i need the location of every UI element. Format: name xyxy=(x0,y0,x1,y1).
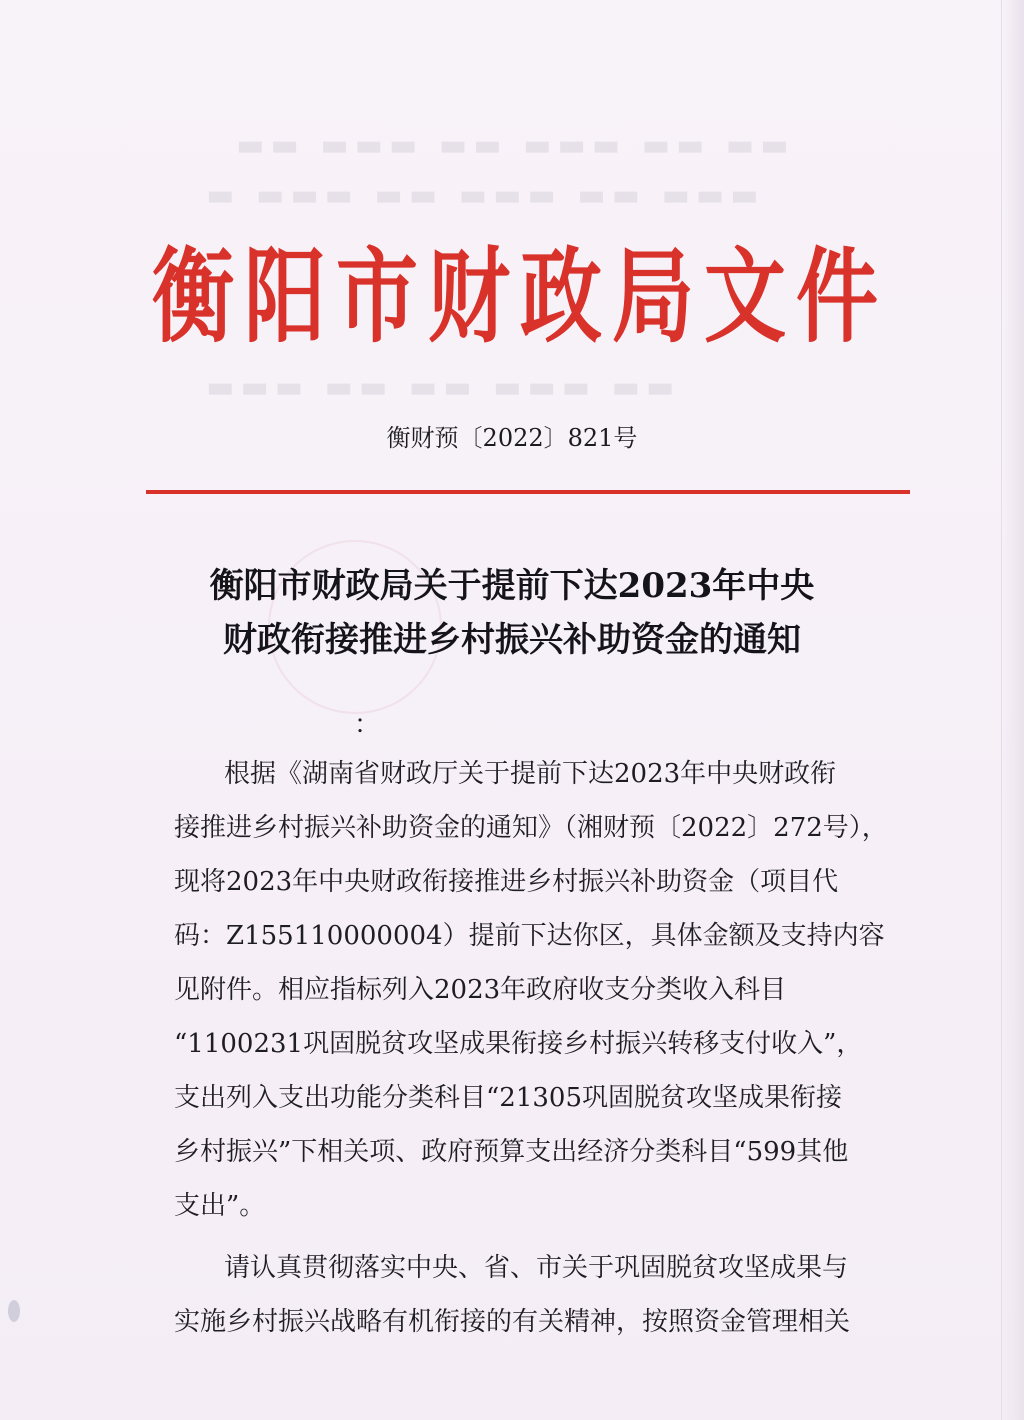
body-line: 根据《湖南省财政厅关于提前下达2023年中央财政衔 xyxy=(224,759,837,789)
show-through-text: ▬▬▬ ▬▬ ▬▬▬ ▬▬ ▬▬▬ ▬ xyxy=(200,178,759,213)
body-line: “1100231巩固脱贫攻坚成果衔接乡村振兴转移支付收入”， xyxy=(174,1029,863,1059)
notice-title-line-1: 衡阳市财政局关于提前下达2023年中央 xyxy=(209,566,815,606)
page-edge-shadow xyxy=(1001,0,1024,1420)
document-header-title: 衡阳市财政局文件 xyxy=(151,237,888,357)
punch-hole-mark xyxy=(8,1300,20,1322)
recipient-colon: ： xyxy=(354,710,381,740)
body-line: 码：Z155110000004）提前下达你区，具体金额及支持内容 xyxy=(174,921,885,951)
show-through-text: ▬▬ ▬▬ ▬▬▬ ▬▬ ▬▬▬ ▬▬ xyxy=(230,128,789,163)
body-line: 支出”。 xyxy=(174,1191,266,1221)
red-divider-line xyxy=(146,490,910,494)
body-line: 乡村振兴”下相关项、政府预算支出经济分类科目“599其他 xyxy=(174,1137,849,1167)
body-line: 支出列入支出功能分类科目“21305巩固脱贫攻坚成果衔接 xyxy=(174,1083,843,1113)
body-line: 请认真贯彻落实中央、省、市关于巩固脱贫攻坚成果与 xyxy=(224,1253,849,1283)
body-line: 见附件。相应指标列入2023年政府收支分类收入科目 xyxy=(174,975,787,1005)
show-through-text: ▬▬ ▬▬▬ ▬▬ ▬▬ ▬▬▬ xyxy=(200,370,675,405)
body-line: 实施乡村振兴战略有机衔接的有关精神，按照资金管理相关 xyxy=(174,1307,851,1337)
notice-title-line-2: 财政衔接推进乡村振兴补助资金的通知 xyxy=(223,620,801,660)
body-line: 现将2023年中央财政衔接推进乡村振兴补助资金（项目代 xyxy=(174,867,839,897)
document-number: 衡财预〔2022〕821号 xyxy=(386,424,638,452)
body-line: 接推进乡村振兴补助资金的通知》（湘财预〔2022〕272号）， xyxy=(174,813,888,843)
